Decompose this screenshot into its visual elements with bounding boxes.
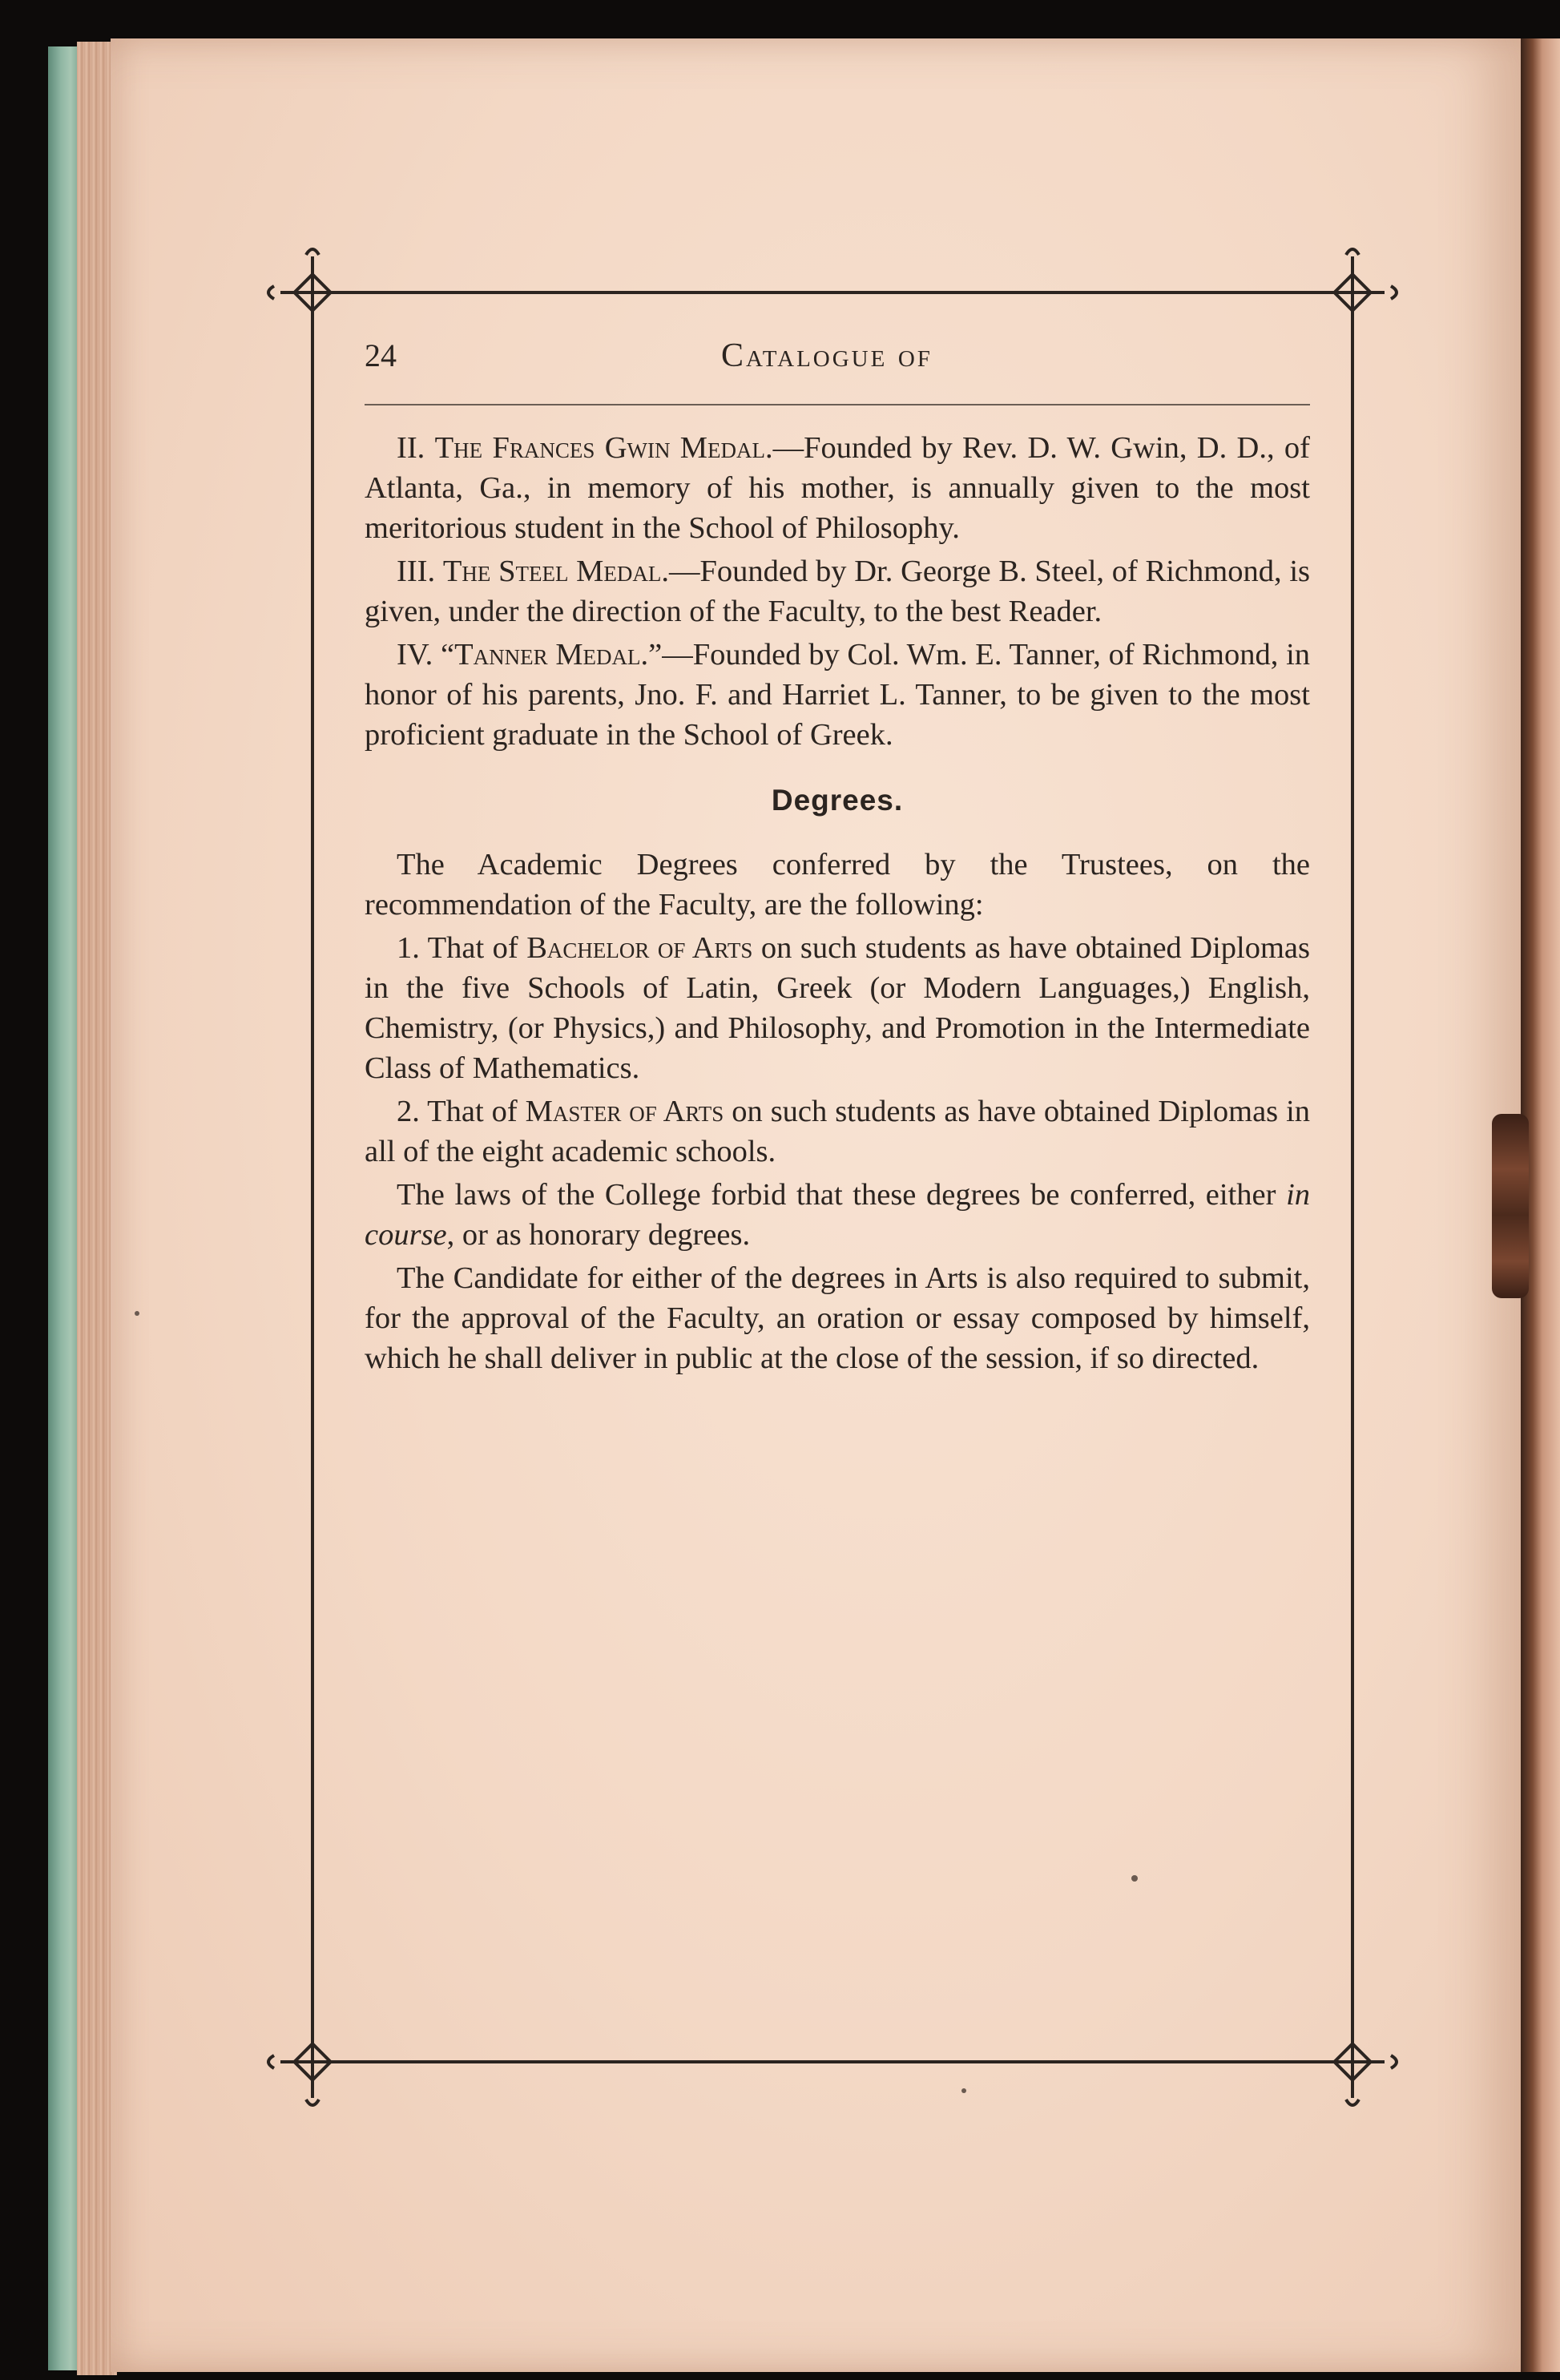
degrees-intro: The Academic Degrees conferred by the Trustees, on the recommendation of the Faculty, are the following: — [365, 848, 1310, 922]
degree-name: Master of Arts — [525, 1095, 724, 1128]
running-head-title: Catalogue of — [721, 337, 933, 374]
medal-text: —Founded by Dr. George B. Steel, of Richmond, is given, under the direction of the Faculty, to the best Reader. — [365, 555, 1310, 628]
medal-paragraph — [365, 428, 1310, 548]
header-rule — [365, 404, 1310, 405]
candidate-paragraph: The Candidate for either of the degrees in Arts is also required to submit, for the approval of the Faculty, an oration or essay composed by himself, which he shall deliver in public at the close of the session, if so directed. — [365, 1261, 1310, 1375]
laws-paragraph — [365, 1175, 1310, 1255]
degree-lead: That of — [427, 931, 518, 965]
medal-text: —Founded by Col. Wm. E. Tanner, of Richmond, in honor of his parents, Jno. F. and Harriet L. Tanner, to be given to the most proficient graduate in the School of Greek. — [365, 638, 1311, 752]
corner-ornament-bottom-right — [1334, 2043, 1397, 2105]
laws-after: , or as honorary degrees. — [446, 1218, 751, 1252]
page-content — [365, 337, 1310, 1382]
medal-paragraph — [365, 551, 1310, 631]
degree-item — [365, 1091, 1310, 1172]
degree-text: on such students as have obtained Diplomas in all of the eight academic schools. — [365, 1095, 1311, 1168]
paper-speck — [961, 2088, 966, 2093]
medal-text: —Founded by Rev. D. W. Gwin, D. D., of Atlanta, Ga., in memory of his mother, is annually given to the most meritorious student in the School of Philosophy. — [365, 431, 1310, 545]
running-head — [365, 337, 1310, 393]
degree-lead: That of — [427, 1095, 518, 1128]
section-heading-degrees: Degrees. — [771, 784, 904, 817]
corner-ornament-top-left — [268, 249, 331, 311]
paper-speck — [135, 1311, 139, 1316]
medal-title: The Frances Gwin Medal. — [434, 431, 773, 465]
degree-text: on such students as have obtained Diplomas in the five Schools of Latin, Greek (or Modern Languages,) English, Chemistry, (or Physics,) and Philosophy, and Promotion in the Intermediate Class of Mathematics. — [365, 931, 1310, 1085]
degree-name: Bachelor of Arts — [526, 931, 753, 965]
degree-number: 2. — [397, 1095, 420, 1128]
medal-paragraph — [365, 635, 1310, 755]
medal-numeral: IV. — [397, 638, 433, 672]
medal-title: “Tanner Medal.” — [441, 638, 663, 672]
corner-ornament-top-right — [1334, 249, 1397, 311]
page-number: 24 — [365, 337, 397, 373]
laws-before: The laws of the College forbid that these degrees be conferred, either — [397, 1178, 1276, 1212]
degree-number: 1. — [397, 931, 420, 965]
degree-item — [365, 928, 1310, 1088]
medal-title: The Steel Medal. — [442, 555, 670, 588]
paper-speck — [1131, 1875, 1138, 1882]
medal-numeral: III. — [397, 555, 436, 588]
medal-numeral: II. — [397, 431, 425, 465]
corner-ornament-bottom-left — [268, 2043, 331, 2105]
laws-italic: in course — [365, 1178, 1311, 1252]
